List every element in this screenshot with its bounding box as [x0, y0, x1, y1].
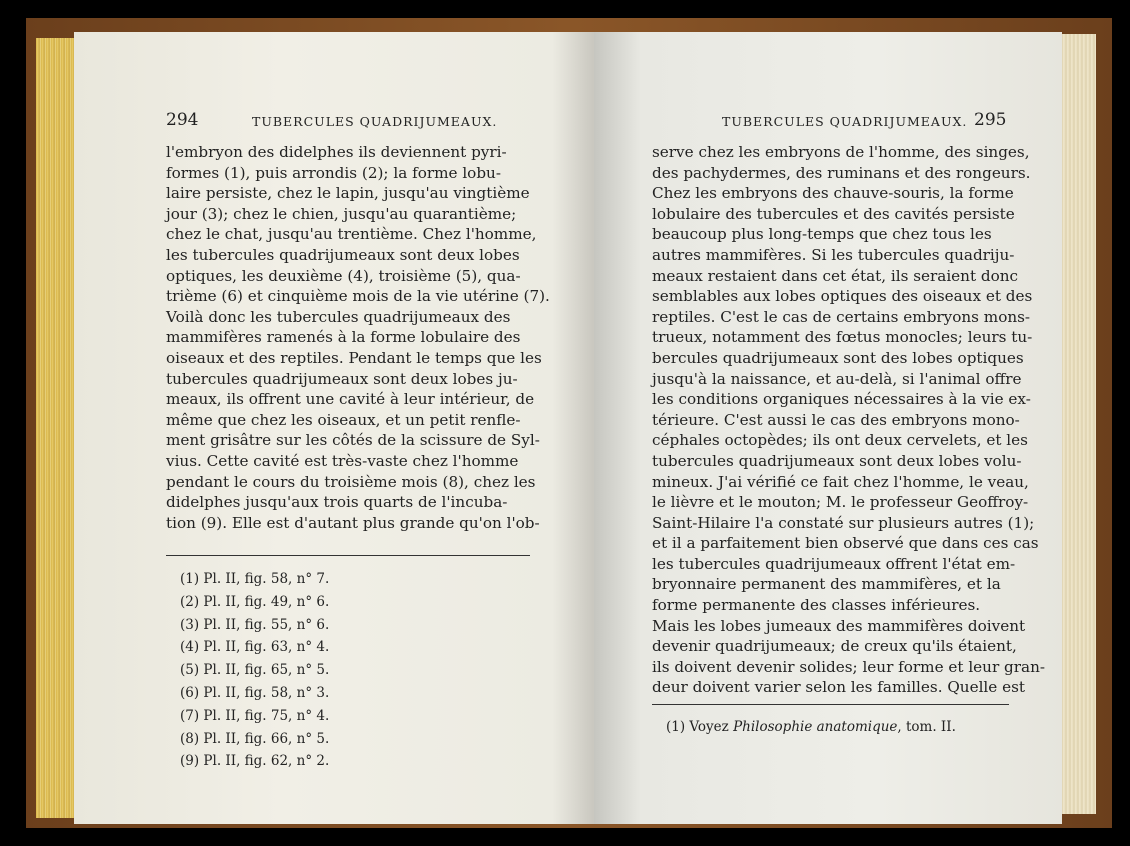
text-line: oiseaux et des reptiles. Pendant le temps que les [166, 348, 542, 367]
text-line: deur doivent varier selon les familles. Quelle est [652, 678, 1025, 697]
text-line: forme permanente des classes inférieures. [652, 596, 981, 615]
text-line: ils doivent devenir solides; leur forme et leur gran- [652, 657, 1045, 676]
text-line: serve chez les embryons de l'homme, des singes, [652, 143, 1030, 161]
text-line: des pachydermes, des ruminans et des rongeurs. [652, 163, 1031, 182]
text-line: Mais les lobes jumeaux des mammifères doivent [652, 616, 1026, 635]
text-line: reptiles. C'est le cas de certains embryons mons- [652, 307, 1031, 326]
text-line: pendant le cours du troisième mois (8), chez les [166, 472, 536, 491]
text-line: vius. Cette cavité est très-vaste chez l'homme [166, 451, 519, 470]
right-page [594, 32, 1062, 824]
left-page [74, 32, 594, 824]
page-edges-left [36, 38, 78, 818]
text-line: meaux restaient dans cet état, ils seraient donc [652, 266, 1019, 285]
text-line: beaucoup plus long-temps que chez tous les [652, 225, 992, 244]
footnote: (5) Pl. II, fig. 65, n° 5. [180, 662, 330, 679]
running-head: TUBERCULES QUADRIJUMEAUX. [252, 114, 498, 129]
text-line: tion (9). Elle est d'autant plus grande qu'on l'ob- [166, 513, 540, 532]
text-line: jusqu'à la naissance, et au-delà, si l'animal offre [652, 369, 1022, 388]
text-line: formes (1), puis arrondis (2); la forme lobu- [166, 163, 501, 182]
text-line: Chez les embryons des chauve-souris, la forme [652, 184, 1014, 203]
footnote-rule [166, 555, 530, 556]
text-line: céphales octopèdes; ils ont deux cervelets, et les [652, 431, 1028, 450]
text-line: les conditions organiques nécessaires à la vie ex- [652, 390, 1031, 409]
text-line: semblables aux lobes optiques des oiseaux et des [652, 287, 1033, 306]
text-line: mineux. J'ai vérifié ce fait chez l'homme, le veau, [652, 472, 1029, 491]
text-line: trième (6) et cinquième mois de la vie utérine (7). [166, 287, 550, 306]
text-line: devenir quadrijumeaux; de creux qu'ils étaient, [652, 637, 1017, 656]
text-line: lobulaire des tubercules et des cavités persiste [652, 204, 1015, 223]
text-line: l'embryon des didelphes ils deviennent pyri- [166, 143, 507, 161]
text-line: trueux, notamment des fœtus monocles; leurs tu- [652, 328, 1033, 347]
text-line: meaux, ils offrent une cavité à leur intérieur, de [166, 390, 535, 409]
text-line: jour (3); chez le chien, jusqu'au quarantième; [166, 204, 517, 223]
text-line: et il a parfaitement bien observé que dans ces cas [652, 534, 1039, 553]
text-line: tubercules quadrijumeaux sont deux lobes ju- [166, 369, 518, 388]
text-line: chez le chat, jusqu'au trentième. Chez l'homme, [166, 225, 537, 244]
text-line: térieure. C'est aussi le cas des embryons mono- [652, 410, 1020, 429]
body-text [652, 142, 1045, 698]
footnote: (7) Pl. II, fig. 75, n° 4. [180, 707, 330, 724]
text-line: même que chez les oiseaux, et un petit renfle- [166, 410, 521, 429]
text-line: ment grisâtre sur les côtés de la scissure de Syl- [166, 431, 540, 450]
text-line: tubercules quadrijumeaux sont deux lobes volu- [652, 451, 1022, 470]
footnote: (6) Pl. II, fig. 58, n° 3. [180, 684, 330, 701]
page-number: 295 [974, 110, 1007, 130]
footnote: (1) Voyez Philosophie anatomique, tom. II. [666, 719, 956, 735]
page-number: 294 [166, 110, 199, 130]
text-line: Voilà donc les tubercules quadrijumeaux des [166, 307, 511, 326]
running-head: TUBERCULES QUADRIJUMEAUX. [722, 114, 968, 129]
text-line: bryonnaire permanent des mammifères, et la [652, 575, 1001, 594]
footnote: (9) Pl. II, fig. 62, n° 2. [180, 753, 330, 770]
book-title: Philosophie anatomique [733, 719, 898, 735]
footnotes [180, 568, 329, 773]
footnote: (1) Pl. II, fig. 58, n° 7. [180, 571, 330, 587]
text-line: bercules quadrijumeaux sont des lobes optiques [652, 348, 1024, 367]
footnote-rule [652, 704, 1009, 705]
text-line: mammifères ramenés à la forme lobulaire des [166, 328, 521, 347]
open-book [16, 18, 1116, 828]
text-line: optiques, les deuxième (4), troisième (5), qua- [166, 266, 521, 285]
text-line: les tubercules quadrijumeaux offrent l'état em- [652, 554, 1016, 573]
page-edges-right [1056, 34, 1096, 814]
footnote: (2) Pl. II, fig. 49, n° 6. [180, 593, 330, 610]
text-line: autres mammifères. Si les tubercules quadriju- [652, 245, 1015, 264]
text-line: laire persiste, chez le lapin, jusqu'au vingtième [166, 184, 530, 203]
text-line: Saint-Hilaire l'a constaté sur plusieurs autres (1); [652, 513, 1035, 532]
text-line: didelphes jusqu'aux trois quarts de l'incuba- [166, 493, 508, 512]
footnote: (4) Pl. II, fig. 63, n° 4. [180, 639, 330, 656]
text-line: le lièvre et le mouton; M. le professeur Geoffroy- [652, 493, 1029, 512]
footnote: (3) Pl. II, fig. 55, n° 6. [180, 616, 330, 633]
text-line: les tubercules quadrijumeaux sont deux lobes [166, 245, 520, 264]
footnote: (8) Pl. II, fig. 66, n° 5. [180, 730, 330, 747]
footnotes [666, 716, 956, 739]
body-text [166, 142, 550, 533]
